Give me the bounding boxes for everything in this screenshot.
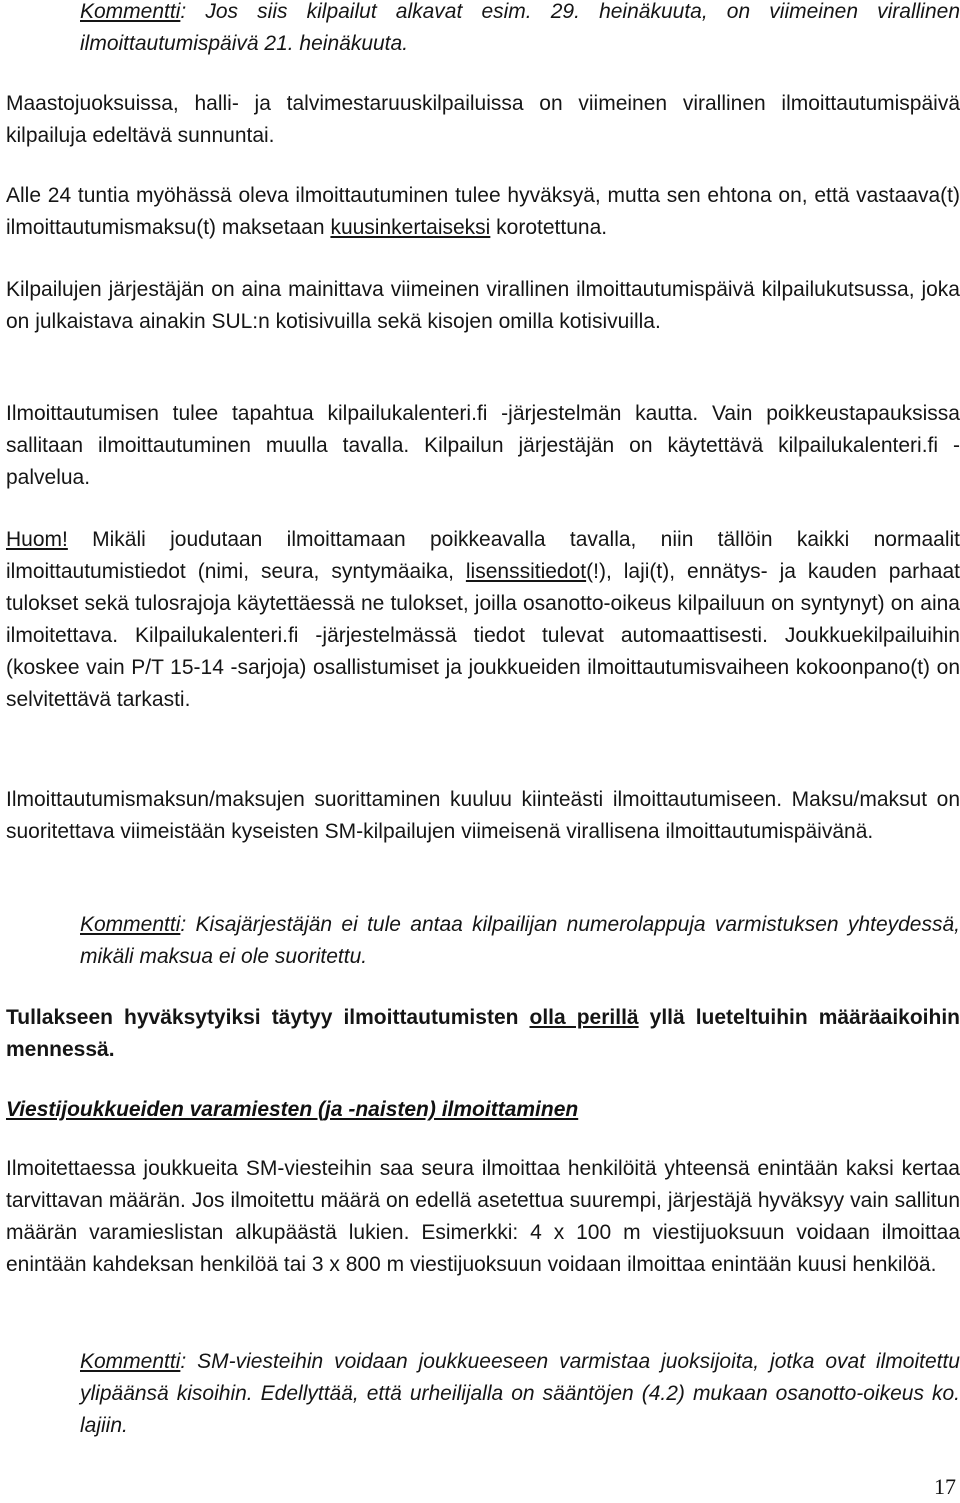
comment-text: : Jos siis kilpailut alkavat esim. 29. heinäkuuta, on viimeinen virallinen ilmoittautumispäivä 21. heinäkuuta. <box>80 0 960 55</box>
underlined-term: olla perillä <box>529 1006 639 1029</box>
huom-label: Huom! <box>6 528 68 551</box>
paragraph-organizer-announcement: Kilpailujen järjestäjän on aina mainittava viimeinen virallinen ilmoittautumispäivä kilpailukutsussa, joka on julkaistava ainakin SUL:n kotisivuilla sekä kisojen omilla kotisivuilla. <box>6 278 960 333</box>
paragraph-registration-system: Ilmoittautumisen tulee tapahtua kilpailukalenteri.fi -järjestelmän kautta. Vain poikkeustapauksissa sallitaan ilmoittautuminen muulla tavalla. Kilpailun järjestäjän on käytettävä kilpailukalenteri.fi -palvelua. <box>6 402 960 489</box>
comment-relay <box>80 1346 960 1442</box>
paragraph-exceptional-registration: Huom! Mikäli joudutaan ilmoittamaan poikkeavalla tavalla, niin tällöin kaikki normaalit ilmoittautumistiedot (nimi, seura, syntymäaika, lisenssitiedot(!), laji(t), ennätys- ja kauden parhaat tulokset sekä tulosrajoja käytettäessä ne tulokset, joilla osanotto-oikeus kilpailuun on syntynyt) on aina ilmoitettava. Kilpailukalenteri.fi -järjestelmässä tiedot tulevat automaattisesti. Joukkuekilpailuihin (koskee vain P/T 15-14 -sarjoja) osallistumiset ja joukkueiden ilmoittautumisvaiheen kokoonpano(t) on selvitettävä tarkasti. <box>6 528 960 711</box>
paragraph-late-registration: Alle 24 tuntia myöhässä oleva ilmoittautuminen tulee hyväksyä, mutta sen ehtona on, että vastaava(t) ilmoittautumismaksu(t) maksetaan kuusinkertaiseksi korotettuna. <box>6 184 960 239</box>
page-number: 17 <box>934 1474 956 1499</box>
paragraph-deadline-requirement: Tullakseen hyväksytyiksi täytyy ilmoittautumisten olla perillä yllä lueteltuihin määräaikoihin mennessä. <box>6 1006 960 1061</box>
section-heading: Viestijoukkueiden varamiesten (ja -naisten) ilmoittaminen <box>6 1098 579 1121</box>
paragraph-relay-reserves: Ilmoitettaessa joukkueita SM-viesteihin saa seura ilmoittaa henkilöitä yhteensä enintään kaksi kertaa tarvittavan määrän. Jos ilmoitettu määrä on edellä asetettua suurempi, järjestäjä hyväksyy vain sallitun määrän varamieslistan alkupäästä lukien. Esimerkki: 4 x 100 m viestijuoksuun voidaan ilmoittaa enintään kahdeksan henkilöä tai 3 x 800 m viestijuoksuun voidaan ilmoittaa enintään kuusi henkilöä. <box>6 1157 960 1276</box>
comment-text: : SM-viesteihin voidaan joukkueeseen varmistaa juoksijoita, jotka ovat ilmoitettu ylipäänsä kisoihin. Edellyttää, että urheilijalla on sääntöjen (4.2) mukaan osanotto-oikeus ko. lajiin. <box>80 1350 960 1437</box>
comment-label: Kommentti <box>80 913 181 936</box>
comment-registration-deadline <box>80 0 960 60</box>
comment-label: Kommentti <box>80 0 181 23</box>
comment-label: Kommentti <box>80 1350 181 1373</box>
paragraph-payment: Ilmoittautumismaksun/maksujen suorittaminen kuuluu kiinteästi ilmoittautumiseen. Maksu/maksut on suoritettava viimeistään kyseisten SM-kilpailujen viimeisenä virallisena ilmoittautumispäivänä. <box>6 788 960 843</box>
underlined-term: kuusinkertaiseksi <box>330 216 491 239</box>
paragraph-cross-country-deadline: Maastojuoksuissa, halli- ja talvimestaruuskilpailuissa on viimeinen virallinen ilmoittautumispäivä kilpailuja edeltävä sunnuntai. <box>6 92 960 147</box>
comment-bib-numbers <box>80 909 960 973</box>
comment-text: : Kisajärjestäjän ei tule antaa kilpailijan numerolappuja varmistuksen yhteydessä, mikäli maksua ei ole suoritettu. <box>80 913 960 968</box>
underlined-term: lisenssitiedot <box>465 560 587 583</box>
